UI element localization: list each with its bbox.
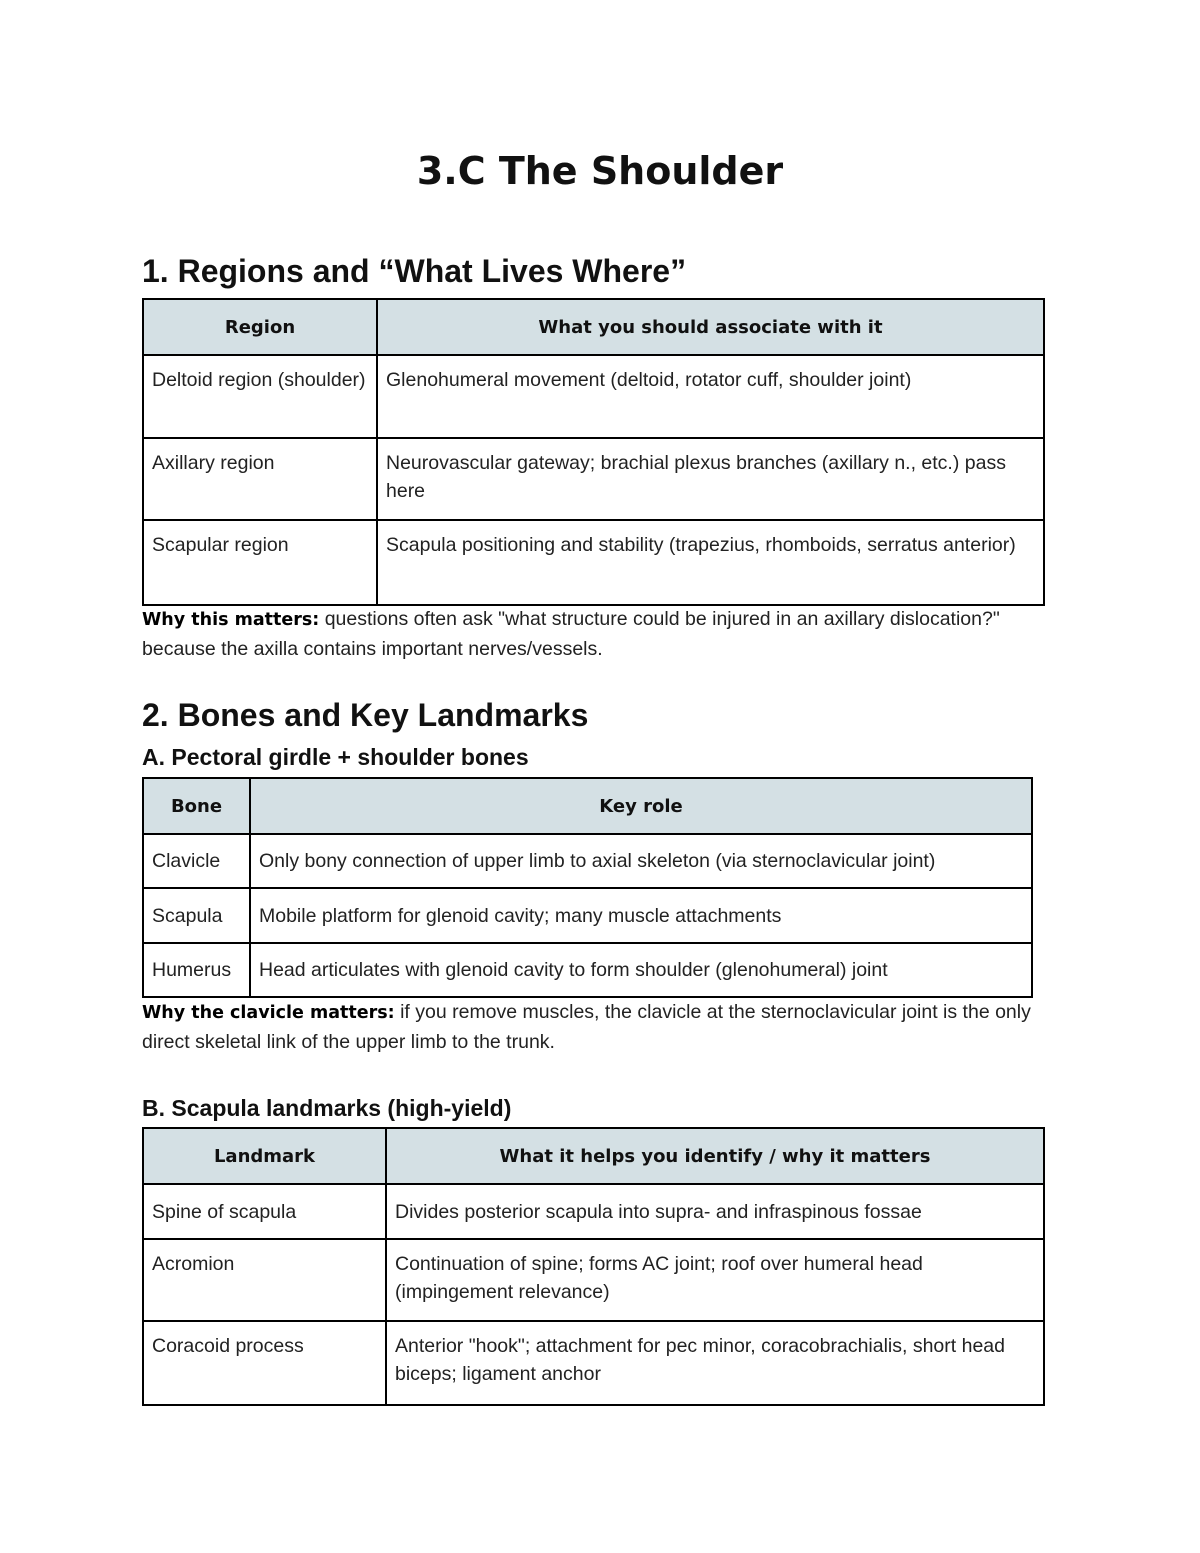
- table-header-row: [143, 299, 1044, 355]
- subheading-scapula-landmarks: B. Scapula landmarks (high-yield): [142, 1095, 512, 1121]
- table-header-row: [143, 1128, 1044, 1184]
- landmark-cell: Acromion: [143, 1239, 386, 1321]
- landmark-detail-cell: Anterior "hook"; attachment for pec minor, coracobrachialis, short head biceps; ligament anchor: [386, 1321, 1044, 1405]
- region-cell: Deltoid region (shoulder): [143, 355, 377, 438]
- table-row: [143, 1184, 1044, 1239]
- note-label: Why this matters:: [142, 610, 320, 630]
- column-header-region: Region: [143, 299, 377, 355]
- landmark-cell: Spine of scapula: [143, 1184, 386, 1239]
- table-row: [143, 888, 1032, 943]
- page-title: 3.C The Shoulder: [416, 149, 784, 193]
- table-row: [143, 355, 1044, 438]
- column-header-bone: Bone: [143, 778, 250, 834]
- subheading-pectoral-girdle: A. Pectoral girdle + shoulder bones: [142, 744, 529, 770]
- column-header-key-role: Key role: [250, 778, 1032, 834]
- note-label: Why the clavicle matters:: [142, 1003, 395, 1023]
- association-cell: Neurovascular gateway; brachial plexus branches (axillary n., etc.) pass here: [377, 438, 1044, 520]
- bones-table: [142, 777, 1033, 998]
- table-row: [143, 520, 1044, 605]
- landmark-detail-cell: Continuation of spine; forms AC joint; roof over humeral head (impingement relevance): [386, 1239, 1044, 1321]
- bone-cell: Clavicle: [143, 834, 250, 888]
- column-header-landmark: Landmark: [143, 1128, 386, 1184]
- landmark-cell: Coracoid process: [143, 1321, 386, 1405]
- regions-table: [142, 298, 1045, 606]
- column-header-association: What you should associate with it: [377, 299, 1044, 355]
- section-heading-bones: 2. Bones and Key Landmarks: [142, 697, 589, 733]
- region-cell: Axillary region: [143, 438, 377, 520]
- table-row: [143, 834, 1032, 888]
- key-role-cell: Mobile platform for glenoid cavity; many muscle attachments: [250, 888, 1032, 943]
- key-role-cell: Head articulates with glenoid cavity to form shoulder (glenohumeral) joint: [250, 943, 1032, 997]
- landmarks-table: [142, 1127, 1045, 1406]
- bone-cell: Scapula: [143, 888, 250, 943]
- association-cell: Scapula positioning and stability (trapezius, rhomboids, serratus anterior): [377, 520, 1044, 605]
- note-text: if you remove muscles, the clavicle at the sternoclavicular joint is the only direct skeletal link of the upper limb to the trunk.: [142, 1001, 1031, 1053]
- region-cell: Scapular region: [143, 520, 377, 605]
- why-clavicle-matters-note: [142, 998, 1072, 1057]
- table-row: [143, 1239, 1044, 1321]
- table-row: [143, 438, 1044, 520]
- table-row: [143, 943, 1032, 997]
- key-role-cell: Only bony connection of upper limb to axial skeleton (via sternoclavicular joint): [250, 834, 1032, 888]
- section-heading-regions: 1. Regions and “What Lives Where”: [142, 253, 687, 289]
- landmark-detail-cell: Divides posterior scapula into supra- and infraspinous fossae: [386, 1184, 1044, 1239]
- note-text: questions often ask "what structure could be injured in an axillary dislocation?" because the axilla contains important nerves/vessels.: [142, 608, 1000, 660]
- table-row: [143, 1321, 1044, 1405]
- table-header-row: [143, 778, 1032, 834]
- why-this-matters-note: [142, 605, 1072, 664]
- column-header-why-it-matters: What it helps you identify / why it matters: [386, 1128, 1044, 1184]
- association-cell: Glenohumeral movement (deltoid, rotator cuff, shoulder joint): [377, 355, 1044, 438]
- bone-cell: Humerus: [143, 943, 250, 997]
